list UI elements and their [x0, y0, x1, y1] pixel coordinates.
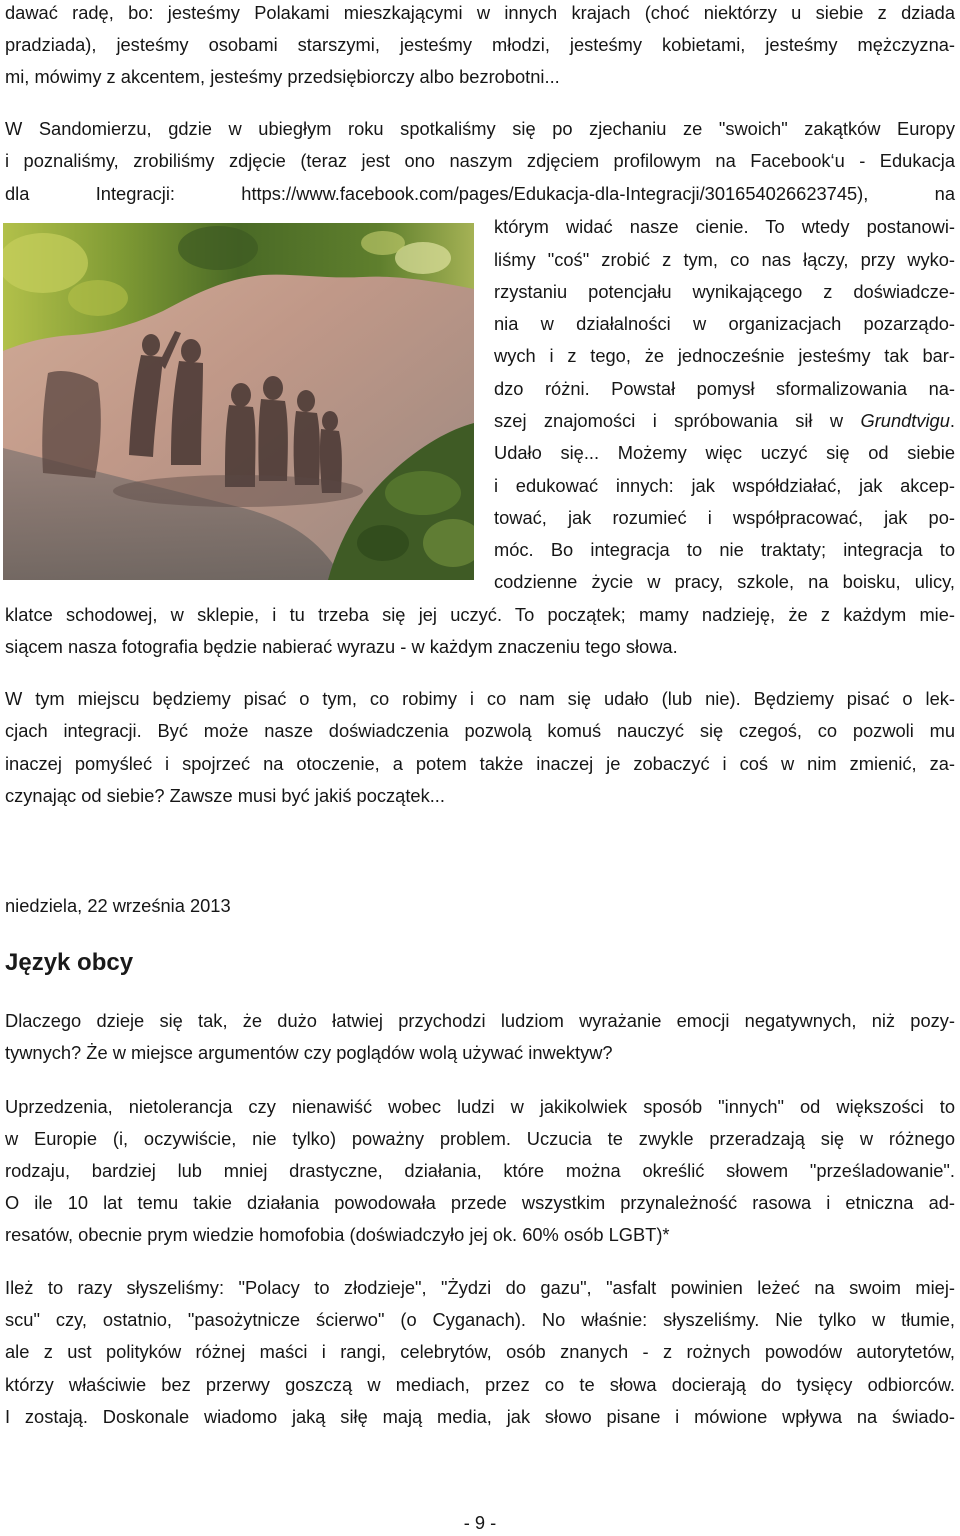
- paragraph-line: Dlaczego dzieje się tak, że dużo łatwiej przychodzi ludziom wyrażanie emocji negatywnych, niż pozy-: [5, 1010, 955, 1031]
- paragraph-line: tywnych? Że w miejsce argumentów czy poglądów wolą używać inwektyw?: [5, 1042, 613, 1063]
- paragraph-line: i edukować innych: jak współdziałać, jak akcep-: [494, 475, 955, 496]
- paragraph-line: którym widać nasze cienie. To wtedy postanowi-: [494, 216, 955, 237]
- paragraph-line: Uprzedzenia, nietolerancja czy nienawiść wobec ludzi w jakikolwiek sposób "innych" od większości to: [5, 1096, 955, 1117]
- paragraph-line: cjach integracji. Być może nasze doświadczenia pozwolą komuś nauczyć się czegoś, co pozwoli mu: [5, 720, 955, 741]
- paragraph-line: inaczej pomyśleć i spojrzeć na otoczenie, a potem także inaczej je zobaczyć i coś w nim zmienić, za-: [5, 753, 955, 774]
- paragraph-line: klatce schodowej, w sklepie, i tu trzeba się jej uczyć. To początek; mamy nadzieję, że z każdym mie-: [5, 604, 955, 625]
- paragraph-line: [494, 408, 955, 434]
- paragraph-line: którzy właściwie bez przerwy goszczą w mediach, przez co te słowa docierają do tysięcy odbiorców.: [5, 1374, 955, 1395]
- paragraph-line: resatów, obecnie prym wiedzie homofobia (doświadczyło jej ok. 60% osób LGBT)*: [5, 1224, 670, 1245]
- paragraph-line: Ileż to razy słyszeliśmy: "Polacy to złodzieje", "Żydzi do gazu", "asfalt powinien leżeć na swoim miej-: [5, 1277, 955, 1298]
- paragraph-line: rodzaju, bardziej lub mniej drastyczne, działania, które można określić słowem "prześladowanie".: [5, 1160, 955, 1181]
- paragraph-line: w Europie (i, oczywiście, nie tylko) poważny problem. Uczucia te zwykle przeradzają się w różnego: [5, 1128, 955, 1149]
- post-title: Język obcy: [5, 949, 134, 976]
- paragraph-line: móc. Bo integracja to nie traktaty; integracja to: [494, 539, 955, 560]
- paragraph-line: dla Integracji: https://www.facebook.com/pages/Edukacja-dla-Integracji/301654026623745), na: [5, 183, 955, 204]
- paragraph-line: wych i z tego, że jednocześnie jesteśmy tak bar-: [494, 345, 955, 366]
- paragraph-line: rzystaniu potencjału wynikającego z doświadcze-: [494, 281, 955, 302]
- line-text: .: [949, 410, 955, 431]
- paragraph-line: liśmy "coś" zrobić z tym, co nas łączy, przy wyko-: [494, 249, 955, 270]
- post-date: niedziela, 22 września 2013: [5, 895, 231, 916]
- paragraph-line: W Sandomierzu, gdzie w ubiegłym roku spotkaliśmy się po zjechaniu ze "swoich" zakątków Europy: [5, 118, 955, 139]
- paragraph-line: i poznaliśmy, zrobiliśmy zdjęcie (teraz jest ono naszym zdjęciem profilowym na Facebook‘u - Edukacja: [5, 150, 955, 171]
- paragraph-line: scu" czy, ostatnio, "pasożytnicze ścierwo" (o Cyganach). No właśnie: słyszeliśmy. Nie tylko w tłumie,: [5, 1309, 955, 1330]
- paragraph-line: tować, jak rozumieć i współpracować, jak po-: [494, 507, 955, 528]
- italic-program-name: Grundtvigu: [860, 410, 950, 431]
- page-number: - 9 -: [463, 1512, 497, 1533]
- paragraph-line: codzienne życie w pracy, szkole, na boisku, ulicy,: [494, 571, 955, 592]
- shadows-photo: [3, 223, 474, 580]
- paragraph-line: dzo różni. Powstał pomysł sformalizowania na-: [494, 378, 955, 399]
- paragraph-line: nia w działalności w organizacjach pozarządo-: [494, 313, 955, 334]
- line-text: szej znajomości i spróbowania sił w: [494, 410, 861, 431]
- paragraph-line: pradziada), jesteśmy osobami starszymi, jesteśmy młodzi, jesteśmy kobietami, jesteśmy mężczyzna-: [5, 34, 955, 55]
- paragraph-line: mi, mówimy z akcentem, jesteśmy przedsiębiorczy albo bezrobotni...: [5, 66, 560, 87]
- paragraph-line: dawać radę, bo: jesteśmy Polakami mieszkającymi w innych krajach (choć niektórzy u siebie z dziada: [5, 2, 955, 23]
- paragraph-line: ale z ust polityków różnej maści i rangi, celebrytów, osób znanych - z rożnych powodów autorytetów,: [5, 1341, 955, 1362]
- paragraph-line: W tym miejscu będziemy pisać o tym, co robimy i co nam się udało (lub nie). Będziemy pisać o lek-: [5, 688, 955, 709]
- paragraph-line: siącem nasza fotografia będzie nabierać wyrazu - w każdym znaczeniu tego słowa.: [5, 636, 678, 657]
- paragraph-line: Udało się... Możemy więc uczyć się od siebie: [494, 442, 955, 463]
- paragraph-line: czynając od siebie? Zawsze musi być jakiś początek...: [5, 785, 445, 806]
- paragraph-line: I zostają. Doskonale wiadomo jaką siłę mają media, jak słowo pisane i mówione wpływa na świado-: [5, 1406, 955, 1427]
- paragraph-line: O ile 10 lat temu takie działania powodowała przede wszystkim przynależność rasowa i etniczna ad-: [5, 1192, 955, 1213]
